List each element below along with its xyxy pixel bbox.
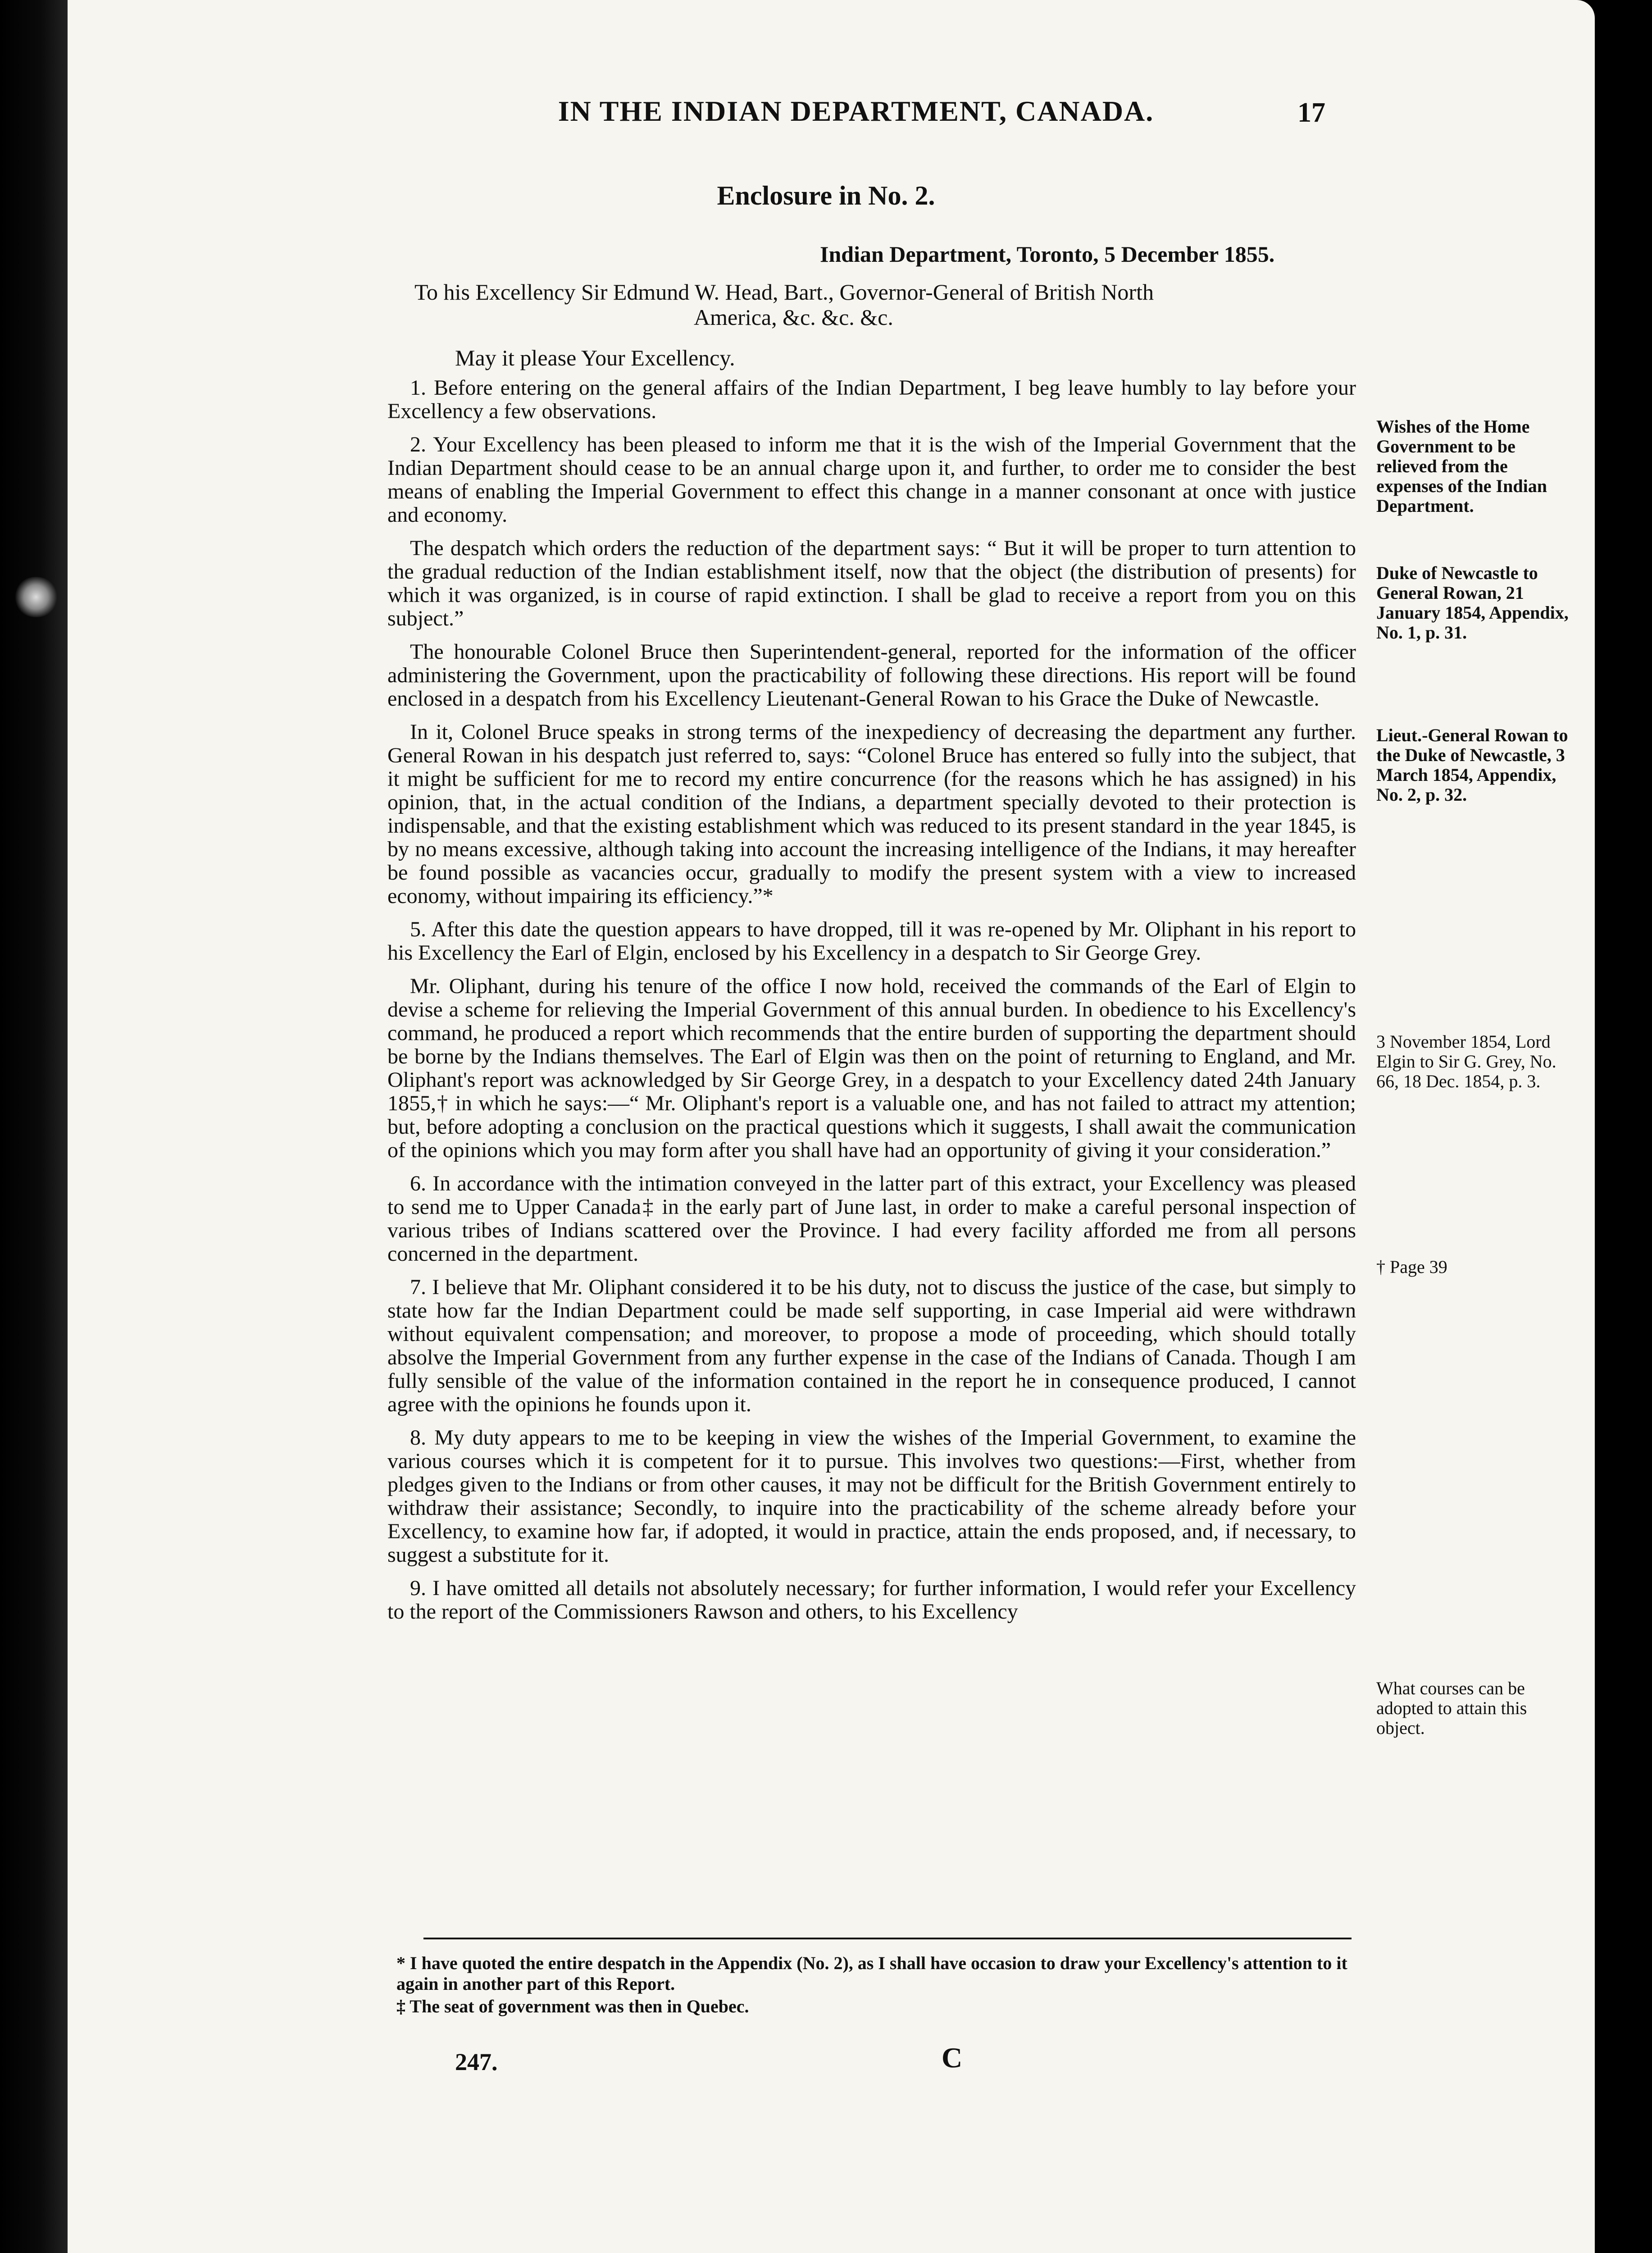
margin-note-rowan: Lieut.-General Rowan to the Duke of Newcastle, 3 March 1854, Appendix, No. 2, p. 32. — [1376, 725, 1568, 805]
printer-signature-number: 247. — [455, 2048, 498, 2075]
gathering-letter: C — [942, 2042, 963, 2074]
margin-note-wishes: Wishes of the Home Government to be relieved from the expenses of the Indian Department. — [1376, 416, 1547, 516]
margin-note-courses: What courses can be adopted to attain this object. — [1376, 1678, 1527, 1738]
page-number: 17 — [1297, 97, 1325, 128]
paragraph-3: The despatch which orders the reduction of the department says: “ But it will be proper to turn attention to the gradual reduction of the Indian establishment itself, now that the object (the distribution of presents) for which it was organized, is in course of rapid extinction. I shall be glad to receive a report from you on this subject.” — [387, 536, 1356, 630]
letter-body — [387, 376, 1356, 1633]
addressee-line-1: To his Excellency Sir Edmund W. Head, Bart., Governor-General of British North — [414, 279, 1154, 305]
footnote-double-dagger: ‡ The seat of government was then in Quebec. — [396, 1996, 749, 2016]
paragraph-9: 7. I believe that Mr. Oliphant considered it to be his duty, not to discuss the justice of the case, but simply to state how far the Indian Department could be made self supporting, in case Imperial aid were withdrawn without equivalent compensation; and moreover, to propose a mode of proceeding, which should totally absolve the Imperial Government from any further expense in the case of the Indians of Canada. Though I am fully sensible of the value of the information contained in the report he in consequence produced, I cannot agree with the opinions he founds upon it. — [387, 1275, 1356, 1416]
paragraph-10: 8. My duty appears to me to be keeping in view the wishes of the Imperial Government, to examine the various courses which it is competent for it to pursue. This involves two questions:—First, whether from pledges given to the Indians or from other causes, it may not be difficult for the British Government entirely to withdraw their assistance; Secondly, to inquire into the practicability of the scheme already before your Excellency, to examine how far, if adopted, it would in practice, attain the ends proposed, and, if necessary, to suggest a substitute for it. — [387, 1426, 1356, 1567]
paragraph-6: 5. After this date the question appears to have dropped, till it was re-opened by Mr. Oliphant in his report to his Excellency the Earl of Elgin, enclosed by his Excellency in a despatch to Sir George Grey. — [387, 917, 1356, 965]
paragraph-4: The honourable Colonel Bruce then Superintendent-general, reported for the information of the officer administering the Government, upon the practicability of following these directions. His report will be found enclosed in a despatch from his Excellency Lieutenant-General Rowan to his Grace the Duke of Newcastle. — [387, 640, 1356, 711]
footnote-asterisk: * I have quoted the entire despatch in the Appendix (No. 2), as I shall have occasion to draw your Excellency's attention to it again in another part of this Report. — [396, 1953, 1347, 1994]
paragraph-8: 6. In accordance with the intimation conveyed in the latter part of this extract, your Excellency was pleased to send me to Upper Canada‡ in the early part of June last, in order to make a careful personal inspection of various tribes of Indians scattered over the Province. I had every facility afforded me from all persons concerned in the department. — [387, 1172, 1356, 1266]
paragraph-5: In it, Colonel Bruce speaks in strong terms of the inexpediency of decreasing the department any further. General Rowan in his despatch just referred to, says: “Colonel Bruce has entered so fully into the subject, that it might be sufficient for me to record my entire concurrence (for the reasons which he has assigned) in his opinion, that, in the actual condition of the Indians, a department specially devoted to their protection is indispensable, and that the existing establishment which was reduced to its present standard in the year 1845, is by no means excessive, although taking into account the increasing intelligence of the Indians, it may hereafter be found possible as vacancies occur, gradually to modify the present system with a view to increased economy, without impairing its efficiency.”* — [387, 720, 1356, 908]
ink-smudge — [14, 577, 59, 617]
running-head: IN THE INDIAN DEPARTMENT, CANADA. — [558, 95, 1154, 127]
addressee — [414, 279, 1383, 330]
paragraph-7: Mr. Oliphant, during his tenure of the office I now hold, received the commands of the Earl of Elgin to devise a scheme for relieving the Imperial Government of this annual burden. In obedience to his Excellency's command, he produced a report which recommends that the entire burden of supporting the department should be borne by the Indians themselves. The Earl of Elgin was then on the point of returning to England, and Mr. Oliphant's report was acknowledged by Sir George Grey, in a despatch to your Excellency dated 24th January 1855,† in which he says:—“ Mr. Oliphant's report is a valuable one, and has not failed to attract my attention; but, before adopting a conclusion on the practical questions which it suggests, I shall await the communication of the opinions which you may form after you shall have had an opportunity of giving it your consideration.” — [387, 974, 1356, 1162]
footnotes — [396, 1938, 1365, 2019]
margin-note-newcastle: Duke of Newcastle to General Rowan, 21 January 1854, Appendix, No. 1, p. 31. — [1376, 563, 1569, 643]
dateline: Indian Department, Toronto, 5 December 1855. — [820, 242, 1275, 267]
addressee-line-2: America, &c. &c. &c. — [694, 305, 893, 330]
paragraph-11: 9. I have omitted all details not absolutely necessary; for further information, I would refer your Excellency to the report of the Commissioners Rawson and others, to his Excellency — [387, 1576, 1356, 1624]
binding-shadow — [0, 0, 68, 2253]
margin-note-elgin: 3 November 1854, Lord Elgin to Sir G. Grey, No. 66, 18 Dec. 1854, p. 3. — [1376, 1031, 1556, 1091]
enclosure-title: Enclosure in No. 2. — [717, 181, 935, 210]
footnote-rule — [423, 1938, 1352, 1939]
paragraph-1: 1. Before entering on the general affairs of the Indian Department, I beg leave humbly to lay before your Excellency a few observations. — [387, 376, 1356, 423]
salutation: May it please Your Excellency. — [455, 345, 735, 370]
paragraph-2: 2. Your Excellency has been pleased to inform me that it is the wish of the Imperial Government that the Indian Department should cease to be an annual charge upon it, and further, to order me to consider the best means of enabling the Imperial Government to effect this change in a manner consonant at once with justice and economy. — [387, 433, 1356, 527]
margin-note-page-ref: † Page 39 — [1376, 1257, 1447, 1277]
